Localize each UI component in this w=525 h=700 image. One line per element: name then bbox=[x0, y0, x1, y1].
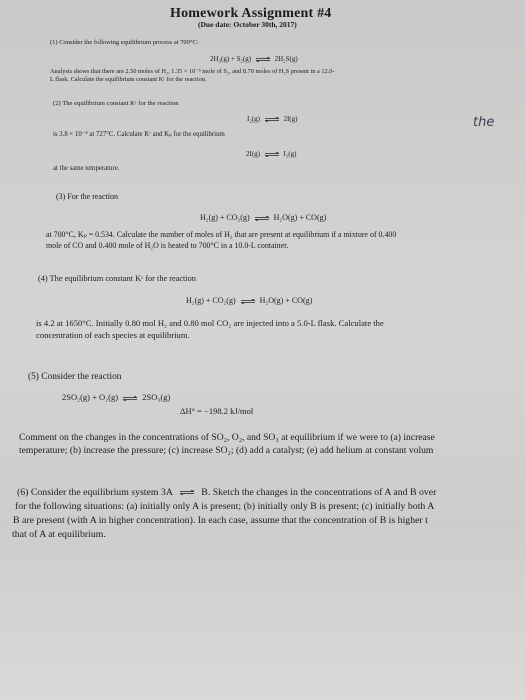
q4-prompt: (4) The equilibrium constant Kᶜ for the reaction bbox=[38, 274, 196, 283]
equilibrium-arrow-icon bbox=[177, 490, 197, 495]
q5-eq-right: 2SO₃(g) bbox=[142, 392, 171, 402]
q2-equation bbox=[247, 115, 297, 123]
q6-text-line2: for the following situations: (a) initially only A is present; (b) initially only B is present; (c) initially both A bbox=[15, 501, 435, 512]
q6-line1-start: (6) Consider the equilibrium system 3A bbox=[17, 487, 173, 498]
equilibrium-arrow-icon bbox=[240, 299, 256, 304]
q6-text-line3: B are present (with A in higher concentration). In each case, assume that the concentration of B is higher t bbox=[13, 515, 428, 526]
handwritten-note: the bbox=[473, 115, 495, 130]
q2-eq2-right: I₂(g) bbox=[283, 150, 297, 158]
due-date: (Due date: October 30th, 2017) bbox=[198, 20, 297, 29]
q3-equation bbox=[200, 213, 326, 222]
q5-enthalpy: ΔH° = −198.2 kJ/mol bbox=[180, 406, 254, 416]
q4-eq-right: H₂O(g) + CO(g) bbox=[259, 296, 313, 305]
q5-text-line1: Comment on the changes in the concentrations of SO₂, O₂, and SO₃ at equilibrium if we were to (a) increase bbox=[19, 432, 435, 443]
q2-text-line2: at the same temperature. bbox=[53, 165, 120, 172]
equilibrium-arrow-icon bbox=[255, 57, 271, 62]
q2-text-line1: is 3.8 × 10⁻⁵ at 727°C. Calculate Kᶜ and Kₚ for the equilibrium bbox=[53, 131, 225, 138]
q2-eq-left: I₂(g) bbox=[247, 115, 260, 123]
q6-text-line1 bbox=[17, 487, 436, 498]
q1-text-line2: L flask. Calculate the equilibrium constant Kᶜ for the reaction. bbox=[50, 76, 207, 83]
equilibrium-arrow-icon bbox=[264, 152, 280, 157]
q5-prompt: (5) Consider the reaction bbox=[28, 372, 122, 382]
equilibrium-arrow-icon bbox=[264, 117, 280, 122]
q3-text-line2: mole of CO and 0.400 mole of H₂O is heated to 700°C in a 10.0-L container. bbox=[46, 241, 289, 250]
q3-eq-right: H₂O(g) + CO(g) bbox=[273, 213, 327, 222]
q3-text-line1: at 700°C, Kₚ = 0.534. Calculate the number of moles of H₂ that are present at equilibrium if a mixture of 0.400 bbox=[46, 230, 397, 239]
q4-equation bbox=[186, 296, 312, 305]
q3-prompt: (3) For the reaction bbox=[56, 192, 118, 201]
q4-eq-left: H₂(g) + CO₂(g) bbox=[186, 296, 236, 305]
q1-equation bbox=[210, 55, 298, 63]
q1-text-line1: Analysis shows that there are 2.50 moles of H₂, 1.35 × 10⁻⁵ mole of S₂, and 8.70 moles of H₂S present in a 12.0- bbox=[50, 68, 335, 75]
q6-text-line4: that of A at equilibrium. bbox=[12, 529, 106, 540]
q5-text-line2: temperature; (b) increase the pressure; (c) increase SO₂; (d) add a catalyst; (e) add helium at constant volum bbox=[19, 445, 434, 456]
q6-line1-end: B. Sketch the changes in the concentrations of A and B over bbox=[201, 487, 437, 498]
q5-eq-left: 2SO₂(g) + O₂(g) bbox=[62, 392, 119, 402]
q2-eq-right: 2I(g) bbox=[283, 115, 298, 123]
q4-text-line2: concentration of each species at equilibrium. bbox=[36, 330, 190, 340]
q2-prompt: (2) The equilibrium constant Kᶜ for the reaction bbox=[53, 100, 179, 107]
q1-prompt: (1) Consider the following equilibrium process at 700°C: bbox=[50, 39, 199, 46]
q5-equation bbox=[62, 392, 170, 402]
q3-eq-left: H₂(g) + CO₂(g) bbox=[200, 213, 250, 222]
page-title: Homework Assignment #4 bbox=[170, 6, 332, 21]
q1-eq-left: 2H₂(g) + S₂(g) bbox=[210, 55, 252, 63]
equilibrium-arrow-icon bbox=[254, 216, 270, 221]
equilibrium-arrow-icon bbox=[122, 396, 138, 401]
q1-eq-right: 2H₂S(g) bbox=[274, 55, 298, 63]
q2-equation-2 bbox=[246, 150, 296, 158]
q2-eq2-left: 2I(g) bbox=[246, 150, 260, 158]
q4-text-line1: is 4.2 at 1650°C. Initially 0.80 mol H₂ and 0.80 mol CO₂ are injected into a 5.0-L flask. Calculate the bbox=[36, 318, 384, 328]
